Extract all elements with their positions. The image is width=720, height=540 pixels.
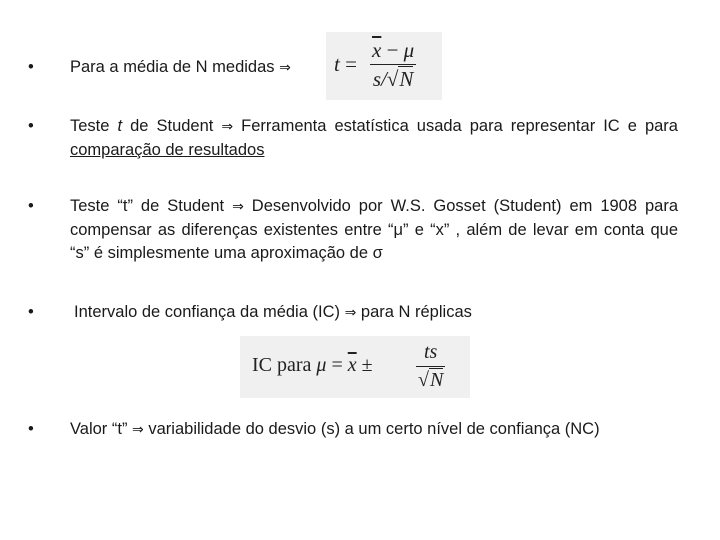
bullet-dot: • [28,117,34,135]
formula-equals: = [345,52,357,76]
bullet-text: Teste t de Student ⇒ Ferramenta estatística usada para representar IC e para comparação de resultados [70,117,678,159]
formula-equals: = [331,354,343,376]
implies-arrow-icon: ⇒ [344,305,357,321]
bullet-dot: • [28,303,34,321]
bullet-dot: • [28,420,34,438]
sqrt-icon: √ [386,67,399,91]
formula-fraction [416,339,445,394]
formula-ic-prefix: IC para [252,354,312,376]
underlined-phrase: comparação de resultados [70,141,265,159]
formula-minus: − [386,38,399,62]
formula-xbar: $\overline{x}$ [347,354,357,376]
formula-mu: μ [403,38,415,62]
formula-mu: μ [316,354,327,376]
bullet-text: Valor “t” ⇒ variabilidade do desvio (s) a um certo nível de confiança (NC) [70,420,600,438]
bullet-item-5 [28,418,678,442]
bullet-item-2 [28,115,678,163]
bullet-text: Teste “t” de Student ⇒ Desenvolvido por W.S. Gosset (Student) em 1908 para compensar as diferenças existentes entre “μ” e “x” , além de levar em conta que “s” é simplesmente uma aproximação de σ [70,197,679,262]
bullet-text: Intervalo de confiança da média (IC) ⇒ para N réplicas [74,303,472,321]
formula-N: N [399,67,414,91]
formula-s: s/ [372,67,387,91]
t-formula [326,32,442,100]
bullet-item-3 [28,195,678,267]
formula-N: N [429,369,444,391]
formula-t: t [334,52,340,76]
implies-arrow-icon: ⇒ [279,60,291,76]
bullet-dot: • [28,58,34,76]
sqrt-icon: √ [418,369,429,391]
formula-ts: ts [423,341,438,363]
formula-plus-minus: ± [361,354,373,376]
implies-arrow-icon: ⇒ [221,119,234,135]
ic-formula [240,336,470,398]
bullet-dot: • [28,197,34,215]
implies-arrow-icon: ⇒ [232,199,244,215]
bullet-item-4 [28,301,678,325]
formula-fraction [370,36,416,93]
bullet-text: Para a média de N medidas ⇒ [70,58,291,76]
implies-arrow-icon: ⇒ [132,422,144,438]
formula-xbar: $\overline{x}$ [372,38,382,62]
